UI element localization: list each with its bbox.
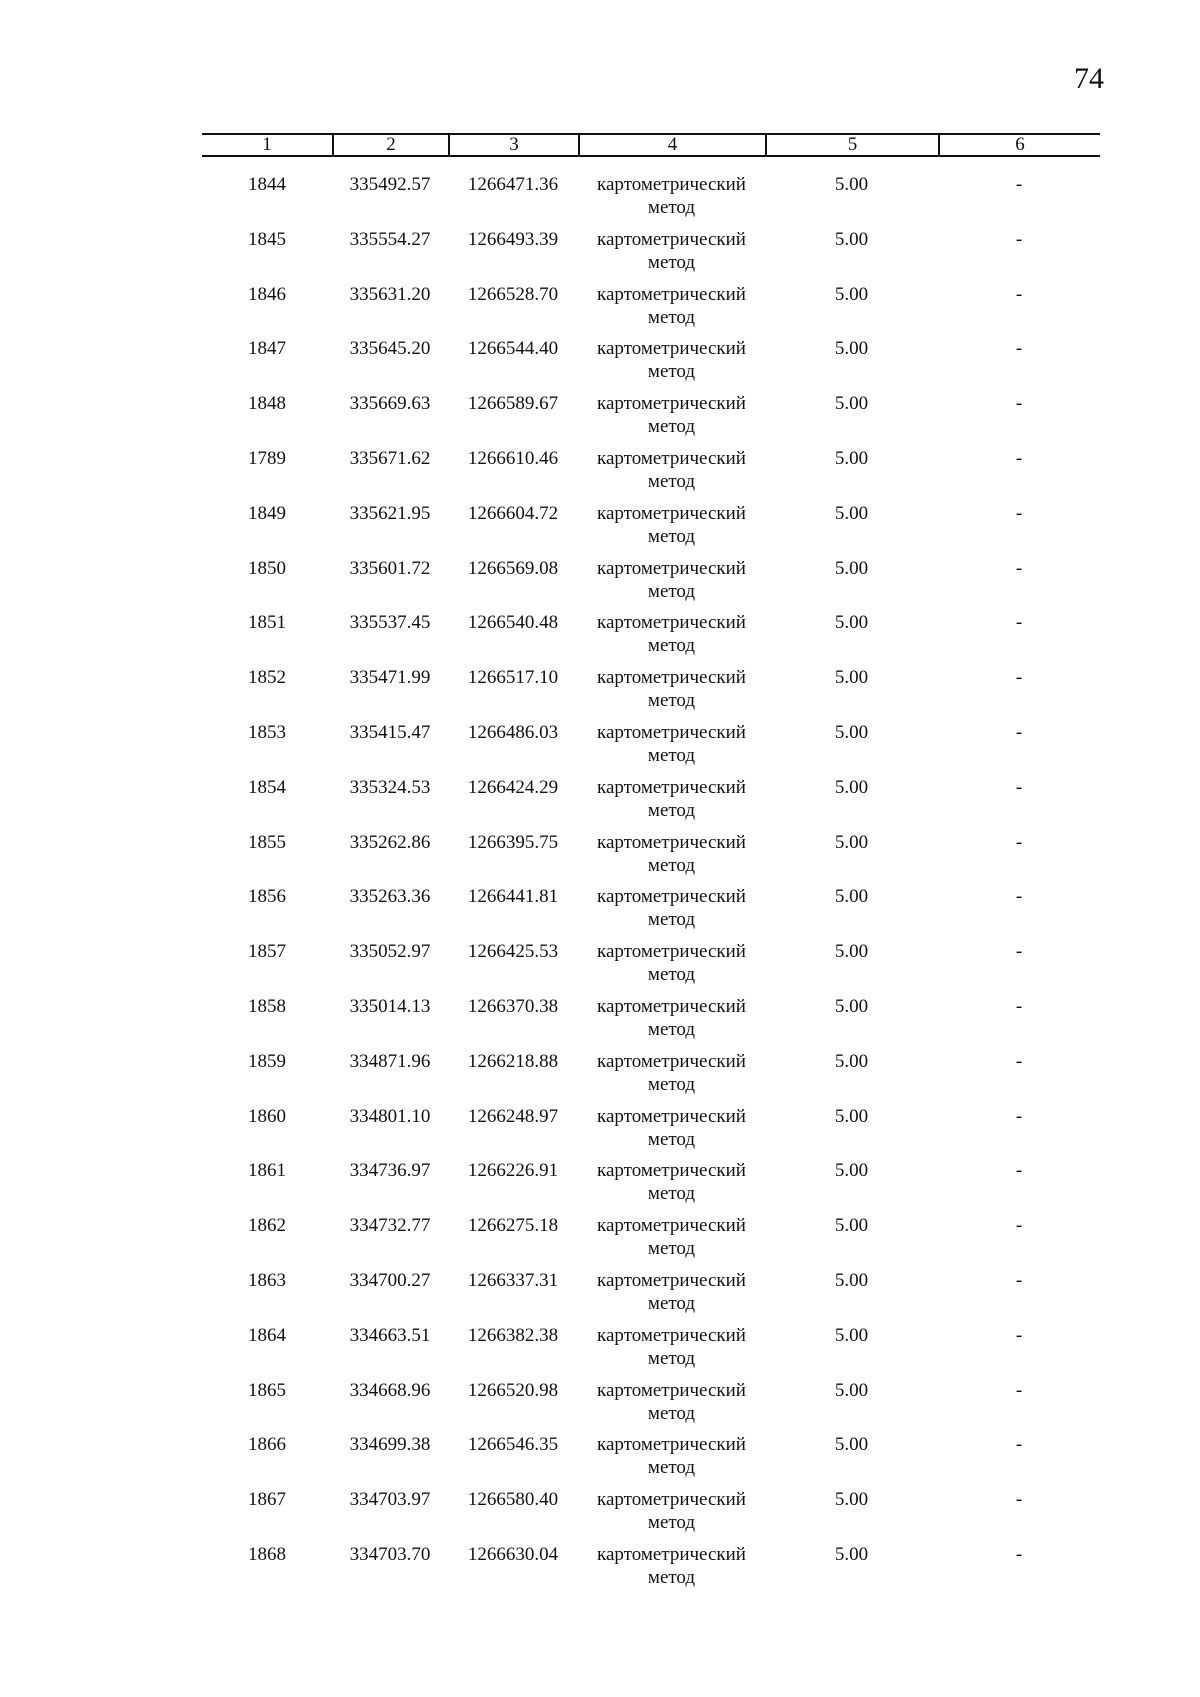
method-line-2: метод	[647, 580, 696, 602]
y-coordinate-cell: 1266441.81	[467, 886, 559, 908]
method-cell	[578, 885, 765, 940]
point-number-cell: 1853	[248, 721, 286, 743]
method-line-2: метод	[647, 635, 696, 657]
point-number-cell: 1789	[248, 447, 286, 469]
note-cell: -	[1015, 1543, 1023, 1565]
table-row	[202, 995, 1100, 1050]
point-number-cell: 1858	[248, 995, 286, 1017]
y-coordinate-cell: 1266395.75	[467, 831, 559, 853]
method-line-2: метод	[647, 361, 696, 383]
point-number-cell: 1854	[248, 776, 286, 798]
method-line-2: метод	[647, 854, 696, 876]
point-number-cell: 1847	[248, 338, 286, 360]
accuracy-cell: 5.00	[834, 941, 869, 963]
point-number-cell: 1845	[248, 228, 286, 250]
note-cell: -	[1015, 721, 1023, 743]
method-line-2: метод	[647, 1512, 696, 1534]
x-coordinate-cell: 335263.36	[349, 886, 431, 908]
method-line-2: метод	[647, 1402, 696, 1424]
method-cell	[578, 1324, 765, 1379]
accuracy-cell: 5.00	[834, 1379, 869, 1401]
column-header-3: 3	[448, 135, 578, 155]
table-row	[202, 721, 1100, 776]
method-line-2: метод	[647, 306, 696, 328]
table-row	[202, 1488, 1100, 1543]
column-header-6: 6	[938, 135, 1100, 155]
x-coordinate-cell: 334732.77	[349, 1215, 431, 1237]
x-coordinate-cell: 334703.70	[349, 1543, 431, 1565]
y-coordinate-cell: 1266493.39	[467, 228, 559, 250]
note-cell: -	[1015, 1379, 1023, 1401]
note-cell: -	[1015, 776, 1023, 798]
x-coordinate-cell: 335554.27	[349, 228, 431, 250]
y-coordinate-cell: 1266520.98	[467, 1379, 559, 1401]
y-coordinate-cell: 1266580.40	[467, 1489, 559, 1511]
point-number-cell: 1864	[248, 1324, 286, 1346]
note-cell: -	[1015, 338, 1023, 360]
method-line-2: метод	[647, 470, 696, 492]
note-cell: -	[1015, 886, 1023, 908]
method-line-1: картометрический	[597, 1434, 746, 1456]
point-number-cell: 1852	[248, 667, 286, 689]
y-coordinate-cell: 1266528.70	[467, 283, 559, 305]
method-line-1: картометрический	[597, 502, 746, 524]
point-number-cell: 1855	[248, 831, 286, 853]
method-line-2: метод	[647, 1292, 696, 1314]
point-number-cell: 1859	[248, 1050, 286, 1072]
accuracy-cell: 5.00	[834, 1269, 869, 1291]
table-row	[202, 502, 1100, 557]
table-row	[202, 885, 1100, 940]
x-coordinate-cell: 334663.51	[349, 1324, 431, 1346]
note-cell: -	[1015, 1160, 1023, 1182]
note-cell: -	[1015, 1050, 1023, 1072]
accuracy-cell: 5.00	[834, 228, 869, 250]
method-line-1: картометрический	[597, 886, 746, 908]
y-coordinate-cell: 1266540.48	[467, 612, 559, 634]
method-line-1: картометрический	[597, 1050, 746, 1072]
table-row	[202, 337, 1100, 392]
x-coordinate-cell: 334700.27	[349, 1269, 431, 1291]
table-row	[202, 666, 1100, 721]
method-cell	[578, 940, 765, 995]
x-coordinate-cell: 335262.86	[349, 831, 431, 853]
point-number-cell: 1857	[248, 941, 286, 963]
method-line-2: метод	[647, 1566, 696, 1588]
y-coordinate-cell: 1266589.67	[467, 393, 559, 415]
x-coordinate-cell: 335415.47	[349, 721, 431, 743]
y-coordinate-cell: 1266569.08	[467, 557, 559, 579]
accuracy-cell: 5.00	[834, 886, 869, 908]
table-row	[202, 228, 1100, 283]
point-number-cell: 1860	[248, 1105, 286, 1127]
accuracy-cell: 5.00	[834, 1050, 869, 1072]
point-number-cell: 1848	[248, 393, 286, 415]
method-cell	[578, 1433, 765, 1488]
accuracy-cell: 5.00	[834, 1160, 869, 1182]
x-coordinate-cell: 334703.97	[349, 1489, 431, 1511]
table-row	[202, 1433, 1100, 1488]
method-cell	[578, 776, 765, 831]
point-number-cell: 1861	[248, 1160, 286, 1182]
method-cell	[578, 1050, 765, 1105]
method-cell	[578, 502, 765, 557]
note-cell: -	[1015, 447, 1023, 469]
point-number-cell: 1866	[248, 1434, 286, 1456]
method-line-2: метод	[647, 197, 696, 218]
accuracy-cell: 5.00	[834, 557, 869, 579]
method-cell	[578, 447, 765, 502]
accuracy-cell: 5.00	[834, 1105, 869, 1127]
column-header-2: 2	[332, 135, 448, 155]
method-line-2: метод	[647, 1018, 696, 1040]
method-cell	[578, 721, 765, 776]
table-row	[202, 447, 1100, 502]
table-row	[202, 173, 1100, 228]
table-row	[202, 283, 1100, 338]
y-coordinate-cell: 1266370.38	[467, 995, 559, 1017]
point-number-cell: 1844	[248, 174, 286, 195]
method-line-1: картометрический	[597, 1543, 746, 1565]
accuracy-cell: 5.00	[834, 1489, 869, 1511]
method-cell	[578, 392, 765, 447]
method-cell	[578, 1159, 765, 1214]
method-line-1: картометрический	[597, 941, 746, 963]
accuracy-cell: 5.00	[834, 283, 869, 305]
accuracy-cell: 5.00	[834, 447, 869, 469]
method-line-1: картометрический	[597, 447, 746, 469]
table-row	[202, 776, 1100, 831]
point-number-cell: 1867	[248, 1489, 286, 1511]
method-cell	[578, 173, 765, 228]
y-coordinate-cell: 1266486.03	[467, 721, 559, 743]
note-cell: -	[1015, 667, 1023, 689]
accuracy-cell: 5.00	[834, 776, 869, 798]
method-cell	[578, 283, 765, 338]
point-number-cell: 1850	[248, 557, 286, 579]
x-coordinate-cell: 334801.10	[349, 1105, 431, 1127]
method-cell	[578, 1488, 765, 1543]
y-coordinate-cell: 1266248.97	[467, 1105, 559, 1127]
method-cell	[578, 1269, 765, 1324]
method-line-1: картометрический	[597, 831, 746, 853]
method-cell	[578, 831, 765, 886]
accuracy-cell: 5.00	[834, 393, 869, 415]
note-cell: -	[1015, 174, 1023, 195]
method-line-1: картометрический	[597, 612, 746, 634]
method-cell	[578, 1379, 765, 1434]
note-cell: -	[1015, 1434, 1023, 1456]
y-coordinate-cell: 1266424.29	[467, 776, 559, 798]
method-line-2: метод	[647, 416, 696, 438]
method-cell	[578, 611, 765, 666]
method-line-1: картометрический	[597, 1379, 746, 1401]
method-cell	[578, 995, 765, 1050]
method-line-1: картометрический	[597, 776, 746, 798]
table-header-row	[202, 133, 1100, 157]
method-line-2: метод	[647, 909, 696, 931]
table-row	[202, 611, 1100, 666]
method-line-2: метод	[647, 1238, 696, 1260]
method-line-2: метод	[647, 525, 696, 547]
method-line-2: метод	[647, 1073, 696, 1095]
y-coordinate-cell: 1266604.72	[467, 502, 559, 524]
method-cell	[578, 666, 765, 721]
x-coordinate-cell: 334871.96	[349, 1050, 431, 1072]
x-coordinate-cell: 335471.99	[349, 667, 431, 689]
method-line-1: картометрический	[597, 557, 746, 579]
coordinates-table	[202, 133, 1100, 1598]
method-line-1: картометрический	[597, 721, 746, 743]
point-number-cell: 1863	[248, 1269, 286, 1291]
y-coordinate-cell: 1266471.36	[467, 174, 559, 195]
method-cell	[578, 337, 765, 392]
table-row	[202, 1543, 1100, 1598]
method-line-1: картометрический	[597, 174, 746, 195]
accuracy-cell: 5.00	[834, 721, 869, 743]
method-cell	[578, 1214, 765, 1269]
column-header-5: 5	[765, 135, 938, 155]
table-row	[202, 1050, 1100, 1105]
accuracy-cell: 5.00	[834, 667, 869, 689]
method-line-2: метод	[647, 690, 696, 712]
method-line-1: картометрический	[597, 393, 746, 415]
table-row	[202, 557, 1100, 612]
method-line-1: картометрический	[597, 667, 746, 689]
method-line-1: картометрический	[597, 1489, 746, 1511]
table-row	[202, 1105, 1100, 1160]
point-number-cell: 1868	[248, 1543, 286, 1565]
note-cell: -	[1015, 1324, 1023, 1346]
note-cell: -	[1015, 831, 1023, 853]
accuracy-cell: 5.00	[834, 831, 869, 853]
method-line-2: метод	[647, 1128, 696, 1150]
y-coordinate-cell: 1266425.53	[467, 941, 559, 963]
x-coordinate-cell: 335324.53	[349, 776, 431, 798]
accuracy-cell: 5.00	[834, 1215, 869, 1237]
method-line-2: метод	[647, 1183, 696, 1205]
table-body	[202, 173, 1100, 1598]
method-cell	[578, 1105, 765, 1160]
note-cell: -	[1015, 1489, 1023, 1511]
point-number-cell: 1849	[248, 502, 286, 524]
method-cell	[578, 557, 765, 612]
accuracy-cell: 5.00	[834, 174, 869, 195]
page-number: 74	[1074, 62, 1104, 95]
x-coordinate-cell: 335014.13	[349, 995, 431, 1017]
method-line-1: картометрический	[597, 228, 746, 250]
method-line-1: картометрический	[597, 995, 746, 1017]
method-line-1: картометрический	[597, 1269, 746, 1291]
accuracy-cell: 5.00	[834, 1543, 869, 1565]
note-cell: -	[1015, 1269, 1023, 1291]
note-cell: -	[1015, 1215, 1023, 1237]
method-line-2: метод	[647, 964, 696, 986]
x-coordinate-cell: 334736.97	[349, 1160, 431, 1182]
y-coordinate-cell: 1266544.40	[467, 338, 559, 360]
point-number-cell: 1856	[248, 886, 286, 908]
method-line-1: картометрический	[597, 283, 746, 305]
table-row	[202, 1379, 1100, 1434]
accuracy-cell: 5.00	[834, 995, 869, 1017]
method-cell	[578, 1543, 765, 1598]
accuracy-cell: 5.00	[834, 612, 869, 634]
method-line-2: метод	[647, 1457, 696, 1479]
point-number-cell: 1862	[248, 1215, 286, 1237]
x-coordinate-cell: 335537.45	[349, 612, 431, 634]
x-coordinate-cell: 335631.20	[349, 283, 431, 305]
point-number-cell: 1846	[248, 283, 286, 305]
table-row	[202, 1324, 1100, 1379]
method-line-1: картометрический	[597, 1105, 746, 1127]
table-row	[202, 392, 1100, 447]
x-coordinate-cell: 334699.38	[349, 1434, 431, 1456]
y-coordinate-cell: 1266275.18	[467, 1215, 559, 1237]
y-coordinate-cell: 1266546.35	[467, 1434, 559, 1456]
note-cell: -	[1015, 502, 1023, 524]
note-cell: -	[1015, 612, 1023, 634]
column-header-1: 1	[262, 134, 272, 155]
accuracy-cell: 5.00	[834, 502, 869, 524]
y-coordinate-cell: 1266382.38	[467, 1324, 559, 1346]
method-line-2: метод	[647, 251, 696, 273]
y-coordinate-cell: 1266218.88	[467, 1050, 559, 1072]
accuracy-cell: 5.00	[834, 1434, 869, 1456]
y-coordinate-cell: 1266517.10	[467, 667, 559, 689]
note-cell: -	[1015, 228, 1023, 250]
y-coordinate-cell: 1266610.46	[467, 447, 559, 469]
table-row	[202, 1269, 1100, 1324]
method-cell	[578, 228, 765, 283]
table-row	[202, 1159, 1100, 1214]
x-coordinate-cell: 335645.20	[349, 338, 431, 360]
method-line-2: метод	[647, 799, 696, 821]
method-line-1: картометрический	[597, 1324, 746, 1346]
note-cell: -	[1015, 557, 1023, 579]
note-cell: -	[1015, 1105, 1023, 1127]
table-row	[202, 831, 1100, 886]
method-line-1: картометрический	[597, 1215, 746, 1237]
x-coordinate-cell: 335601.72	[349, 557, 431, 579]
table-row	[202, 1214, 1100, 1269]
note-cell: -	[1015, 941, 1023, 963]
column-header-4: 4	[578, 135, 765, 155]
note-cell: -	[1015, 283, 1023, 305]
point-number-cell: 1865	[248, 1379, 286, 1401]
note-cell: -	[1015, 393, 1023, 415]
y-coordinate-cell: 1266630.04	[467, 1543, 559, 1565]
method-line-2: метод	[647, 744, 696, 766]
point-number-cell: 1851	[248, 612, 286, 634]
x-coordinate-cell: 335669.63	[349, 393, 431, 415]
x-coordinate-cell: 335052.97	[349, 941, 431, 963]
method-line-1: картометрический	[597, 338, 746, 360]
x-coordinate-cell: 335671.62	[349, 447, 431, 469]
method-line-2: метод	[647, 1347, 696, 1369]
method-line-1: картометрический	[597, 1160, 746, 1182]
x-coordinate-cell: 334668.96	[349, 1379, 431, 1401]
y-coordinate-cell: 1266226.91	[467, 1160, 559, 1182]
note-cell: -	[1015, 995, 1023, 1017]
accuracy-cell: 5.00	[834, 1324, 869, 1346]
accuracy-cell: 5.00	[834, 338, 869, 360]
x-coordinate-cell: 335621.95	[349, 502, 431, 524]
y-coordinate-cell: 1266337.31	[467, 1269, 559, 1291]
table-row	[202, 940, 1100, 995]
x-coordinate-cell: 335492.57	[349, 174, 431, 195]
